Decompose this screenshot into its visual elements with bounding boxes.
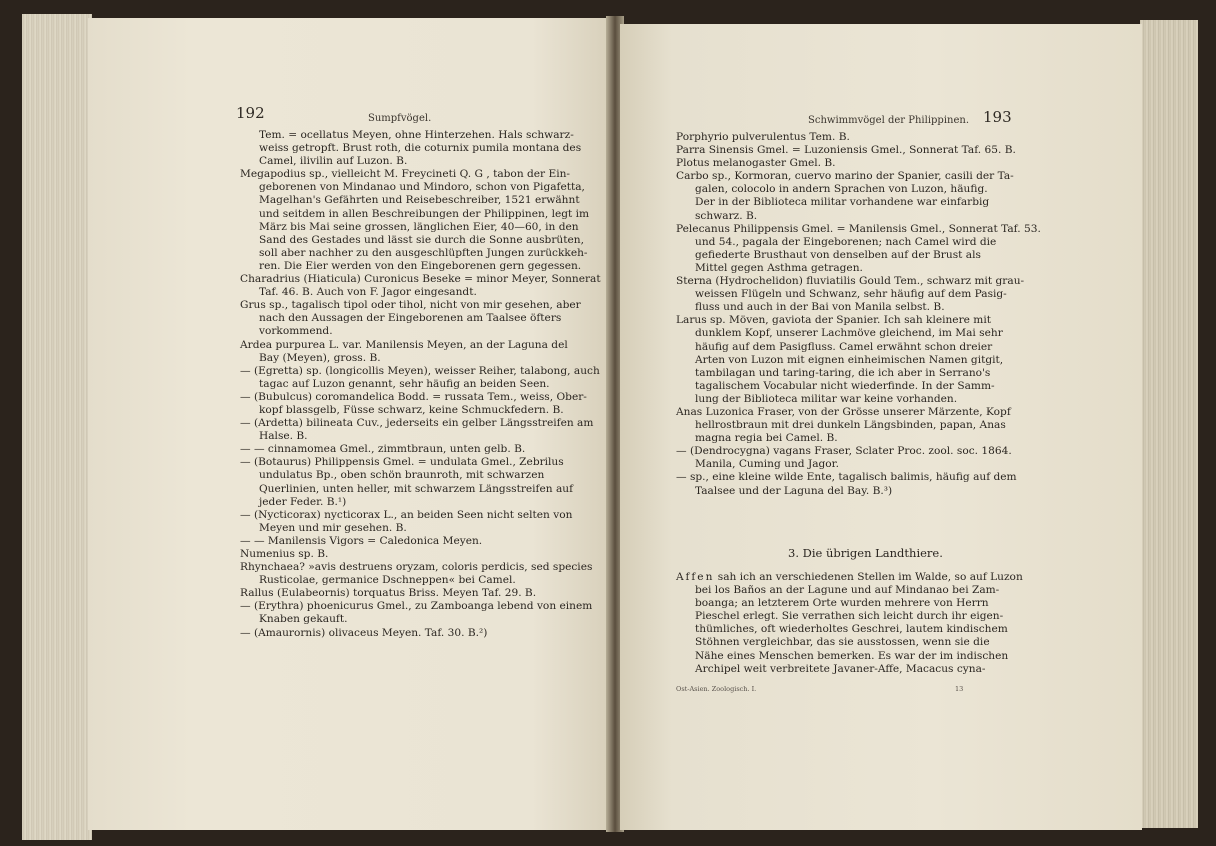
text-line: Charadrius (Hiaticula) Curonicus Beseke = minor Meyer, Sonnerat	[240, 273, 601, 286]
text-line: Anas Luzonica Fraser, von der Grösse unserer Märzente, Kopf	[676, 405, 1011, 418]
text-line: Mittel gegen Asthma getragen.	[695, 261, 863, 274]
text-line: Der in der Biblioteca militar vorhandene war einfarbig	[695, 196, 990, 209]
text-line: Nähe eines Menschen bemerken. Es war der im indischen	[695, 649, 1009, 662]
text-line: dunklem Kopf, unserer Lachmöve gleichend, im Mai sehr	[695, 327, 1003, 340]
text-line: weissen Flügeln und Schwanz, sehr häufig auf dem Pasig-	[695, 288, 1007, 301]
text-line: Arten von Luzon mit eignen einheimischen Namen gitgit,	[695, 353, 1004, 366]
text-line: soll aber nachher zu den ausgeschlüpften Jungen zurückkeh-	[259, 246, 588, 259]
text-line: Affen sah ich an verschiedenen Stellen im Walde, so auf Luzon	[676, 571, 1023, 583]
right-page	[620, 24, 1142, 830]
text-line: weiss getropft. Brust roth, die coturnix pumila montana des	[259, 142, 582, 155]
text-line: Megapodius sp., vielleicht M. Freycineti Q. G , tabon der Ein-	[240, 168, 571, 181]
right-text-block	[676, 131, 1041, 498]
text-line: tambilagan und taring-taring, die ich aber in Serrano's	[695, 366, 991, 379]
text-line: — — Manilensis Vigors = Caledonica Meyen.	[240, 534, 483, 547]
text-line: Larus sp. Möven, gaviota der Spanier. Ich sah kleinere mit	[676, 314, 991, 327]
text-line: — (Ardetta) bilineata Cuv., jederseits ein gelber Längsstreifen am	[240, 417, 594, 430]
text-line: magna regia bei Camel. B.	[695, 432, 838, 445]
text-line: kopf blassgelb, Füsse schwarz, keine Schmuckfedern. B.	[259, 403, 564, 416]
text-line: häufig auf dem Pasigfluss. Camel erwähnt schon dreier	[695, 340, 993, 353]
text-line: boanga; an letzterem Orte wurden mehrere von Herrn	[695, 597, 989, 610]
text-line: und 54., pagala der Eingeborenen; nach Camel wird die	[695, 235, 997, 248]
text-line: Querlinien, unten heller, mit schwarzem Längsstreifen auf	[259, 482, 573, 495]
left-page	[88, 18, 610, 830]
left-text-block	[240, 129, 601, 640]
text-line: schwarz. B.	[695, 209, 758, 222]
text-line: jeder Feder. B.¹)	[259, 495, 347, 508]
text-line: fluss und auch in der Bai von Manila selbst. B.	[695, 301, 945, 314]
text-line: Rusticolae, germanice Dschneppen« bei Camel.	[259, 574, 516, 587]
page-edges-right	[1140, 20, 1198, 828]
text-line: geborenen von Mindanao und Mindoro, schon von Pigafetta,	[259, 181, 585, 194]
text-line: gefiederte Brusthaut von denselben auf der Brust als	[695, 248, 981, 261]
text-line: und seitdem in allen Beschreibungen der Philippinen, legt im	[259, 207, 590, 220]
text-line: Porphyrio pulverulentus Tem. B.	[676, 131, 850, 143]
page-edges-left	[22, 14, 92, 840]
text-line: galen, colocolo in andern Sprachen von Luzon, häufig.	[695, 183, 988, 196]
right-section-text	[676, 571, 1023, 676]
section-title: 3. Die übrigen Landthiere.	[788, 546, 943, 560]
text-line: hellrostbraun mit drei dunkeln Längsbinden, papan, Anas	[695, 419, 1006, 432]
text-line: Camel, ilivilin auf Luzon. B.	[259, 155, 408, 168]
text-line: Magelhan's Gefährten und Reisebeschreiber, 1521 erwähnt	[259, 194, 580, 207]
text-line: — (Botaurus) Philippensis Gmel. = undulata Gmel., Zebrilus	[240, 456, 564, 469]
text-line: — (Egretta) sp. (longicollis Meyen), weisser Reiher, talabong, auch	[240, 364, 600, 377]
running-head-right: Schwimmvögel der Philippinen.	[808, 115, 970, 126]
text-line: Tem. = ocellatus Meyen, ohne Hinterzehen. Hals schwarz-	[259, 129, 574, 141]
footer-signature: Ost-Asien. Zoologisch. I.	[676, 685, 757, 693]
text-line: Knaben gekauft.	[259, 613, 348, 626]
text-line: Meyen und mir gesehen. B.	[259, 521, 407, 534]
text-line: Bay (Meyen), gross. B.	[259, 351, 381, 364]
page-number-left: 192	[236, 104, 265, 122]
text-line: Halse. B.	[259, 430, 308, 443]
text-line: Sterna (Hydrochelidon) fluviatilis Gould Tem., schwarz mit grau-	[676, 275, 1025, 288]
text-line: März bis Mai seine grossen, länglichen Eier, 40—60, in den	[259, 220, 579, 233]
text-line: Rallus (Eulabeornis) torquatus Briss. Meyen Taf. 29. B.	[240, 587, 537, 600]
text-line: — (Amaurornis) olivaceus Meyen. Taf. 30. B.²)	[240, 626, 488, 639]
text-line: — — cinnamomea Gmel., zimmtbraun, unten gelb. B.	[240, 443, 526, 456]
text-line: Pelecanus Philippensis Gmel. = Manilensis Gmel., Sonnerat Taf. 53.	[676, 222, 1041, 235]
text-line: thümliches, oft wiederholtes Geschrei, lautem kindischem	[695, 623, 1008, 636]
text-line: Taalsee und der Laguna del Bay. B.³)	[695, 484, 893, 497]
text-line: ren. Die Eier werden von den Eingeborenen gern gegessen.	[259, 259, 582, 272]
text-line: vorkommend.	[259, 325, 333, 338]
text-line: Pieschel erlegt. Sie verrathen sich leicht durch ihr eigen-	[695, 610, 1004, 623]
text-line: Rhynchaea? »avis destruens oryzam, coloris perdicis, sed species	[240, 561, 593, 574]
text-line: — (Nycticorax) nycticorax L., an beiden Seen nicht selten von	[240, 508, 573, 521]
text-line: nach den Aussagen der Eingeborenen am Taalsee öfters	[259, 312, 562, 325]
text-line: Archipel weit verbreitete Javaner-Affe, Macacus cyna-	[695, 662, 986, 675]
text-line: — (Bubulcus) coromandelica Bodd. = russata Tem., weiss, Ober-	[240, 390, 587, 403]
text-line: tagalischem Vocabular nicht wiederfinde. In der Samm-	[695, 379, 995, 392]
text-line: — (Dendrocygna) vagans Fraser, Sclater Proc. zool. soc. 1864.	[676, 445, 1012, 458]
text-line: Plotus melanogaster Gmel. B.	[676, 157, 836, 170]
text-line: Taf. 46. B. Auch von F. Jagor eingesandt.	[259, 286, 477, 299]
text-line: Grus sp., tagalisch tipol oder tihol, nicht von mir gesehen, aber	[240, 299, 581, 312]
footer-sheet-number: 13	[955, 685, 964, 693]
text-line: — sp., eine kleine wilde Ente, tagalisch balimis, häufig auf dem	[676, 471, 1017, 484]
running-head-left: Sumpfvögel.	[368, 113, 432, 124]
text-line: Sand des Gestades und lässt sie durch die Sonne ausbrüten,	[259, 233, 584, 246]
text-line: Stöhnen vergleichbar, das sie ausstossen, wenn sie die	[695, 636, 990, 649]
text-line: — (Erythra) phoenicurus Gmel., zu Zamboanga lebend von einem	[240, 600, 593, 613]
text-line: Numenius sp. B.	[240, 548, 329, 560]
text-line: Parra Sinensis Gmel. = Luzoniensis Gmel., Sonnerat Taf. 65. B.	[676, 144, 1016, 157]
text-line: lung der Biblioteca militar war keine vorhanden.	[695, 392, 958, 405]
text-line: Manila, Cuming und Jagor.	[695, 458, 839, 471]
text-line: tagac auf Luzon genannt, sehr häufig an beiden Seen.	[259, 377, 550, 390]
text-line: bei los Baños an der Lagune und auf Mindanao bei Zam-	[695, 584, 1000, 597]
text-line: Ardea purpurea L. var. Manilensis Meyen, an der Laguna del	[240, 338, 568, 351]
page-number-right: 193	[983, 108, 1012, 126]
text-line: undulatus Bp., oben schön braunroth, mit schwarzen	[259, 469, 545, 482]
text-line: Carbo sp., Kormoran, cuervo marino der Spanier, casili der Ta-	[676, 170, 1014, 183]
